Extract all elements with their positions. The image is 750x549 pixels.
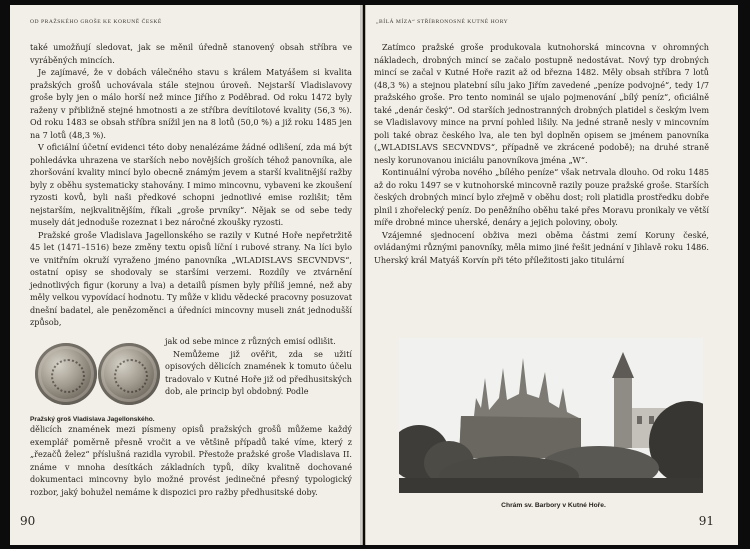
running-head-left: OD PRAŽSKÉHO GROŠE KE KORUNĚ ČESKÉ [30, 19, 162, 25]
right-page [365, 5, 738, 545]
coin-caption: Pražský groš Vladislava Jagellonského. [30, 416, 155, 423]
coin-photo [35, 343, 160, 408]
paragraph: V oficiální účetní evidenci této doby nenalézáme žádné odlišení, zda má být pohledávka uhrazena ve starších nebo novějších groších téhož panovníka, ale zhoršování kvality mincí bylo obecně známým jevem a starší kvalitnější ražby byly z oběhu systematicky stahovány. I mimo mincovnu, vybaveni ke zkoušení ryzosti kovů, byli naši předkové schopni jednotlivé emise rozlišit; těm nejstarším, nejkvalitnějším, říkali „groše prvníky“. Nějak se od sebe tedy musely dát jednoduše rozeznat i bez náročné zkoušky ryzosti. [30, 142, 352, 227]
page-number-left: 90 [20, 514, 36, 528]
paragraph: Kontinuální výroba nového „bílého peníze“ však netrvala dlouho. Od roku 1485 až do roku 1497 se v kutnohorské mincovně razily pouze pražské groše. Starších českých drobných mincí bylo zřejmě v oběhu dost; roli platidla prostředku dobře plnil i zhořelecký peníz. Do peněžního oběhu také přes Moravu pronikaly ve větší míře drobné mince uherské, denáry a jejich poloviny, oboly. [374, 167, 709, 227]
coin-reverse-image [98, 343, 160, 405]
cathedral-photo [399, 338, 703, 493]
right-top-text [374, 41, 709, 266]
page-number-right: 91 [698, 514, 714, 528]
coin-obverse-image [35, 343, 97, 405]
running-head-right: „BÍLÁ MÍZA“ STŘÍBRONOSNÉ KUTNÉ HORY [376, 19, 509, 25]
paragraph: také umožňují sledovat, jak se měnil úředně stanovený obsah stříbra ve vyráběných mincích. [30, 42, 352, 65]
left-top-text [30, 41, 352, 329]
left-page [10, 5, 363, 545]
paragraph: Je zajímavé, že v dobách válečného stavu s králem Matyášem si kvalita pražských grošů uchovávala stále stejnou úroveň. Nejstarší Vladislavovy groše byly jen o málo horší než mince Jiřího z Poděbrad. Od roku 1472 byly raženy v přibližně stejné hmotnosti a ze stříbra devítilotové kvality (56,3 %). Od roku 1483 se obsah stříbra snížil jen na 8 lotů (50,0 %) a již roku 1485 jen na 7 lotů (48,3 %). [30, 67, 352, 140]
book-spread [10, 5, 738, 545]
paragraph: jak od sebe mince z různých emisí odlišit. [165, 336, 336, 346]
paragraph: Pražské groše Vladislava Jagellonského se razily v Kutné Hoře nepřetržitě 45 let (1471–1516) beze změny textu opisů líční i rubové strany. Na líci bylo ve vnitřním okruží vyraženo jméno panovníka „WLADISLAVS SECVNDVS“, ostatní opisy se shodovaly se staršími verzemi. Rozdíly ve ztvárnění jednotlivých figur (koruny a lva) a detailů písmen byly příliš jemné, než aby měly velkou vypovídací hodnotu. Ty může v klidu vědecké pracovny posuzovat dnešní badatel, ale penězoměnci a úředníci mincovny museli znát jednodušší způsob, [30, 229, 352, 327]
photo-caption: Chrám sv. Barbory v Kutné Hoře. [501, 502, 606, 509]
paragraph: dělicích znamének mezi písmeny opisů pražských grošů můžeme každý exemplář poměrně přesně vročit a ve většině případů také víme, který z „řezačů želez“ příslušná razidla vyrobil. Přestože pražské groše Vladislava II. známe v mnoha desítkách základních typů, díky kvalitně dochované dokumentaci mincovny bylo možné provést jedinečné přesný typologický rozbor, jaký bohužel nemáme k dispozici pro ražby předhusitské doby. [30, 424, 352, 497]
cathedral-illustration [399, 338, 703, 493]
left-middle-text [165, 335, 352, 398]
paragraph: Vzájemné sjednocení obživa mezi oběma částmi zemí Koruny české, ovládanými různými panovníky, měla mimo jiné řešit jednání v Jihlavě roku 1486. Uherský král Matyáš Korvín při této příležitosti jako titulární [374, 229, 709, 265]
paragraph: Nemůžeme již ověřit, zda se užití opisových dělicích znamének k tomuto účelu tradovalo v Kutné Hoře již od předhusitských dob, ale princip byl obdobný. Podle [165, 348, 352, 396]
left-bottom-text [30, 423, 352, 498]
paragraph: Zatímco pražské groše produkovala kutnohorská mincovna v ohromných nákladech, drobných mincí se začalo postupně nedostávat. Nový typ drobných mincí se začal v Kutné Hoře razit až od března 1482. Měly obsah stříbra 7 lotů (48,3 %) a stejnou platební sílu jako Jiřím zavedené „peníze podvojné“, tedy 1/7 pražského groše. Pro tento nominál se ujalo pojmenování „bílý peníz“, oficiálně také „denár český“. Od starších jednostranných drobných platidel s českým lvem se Vladislavovy mince na první pohled lišily. Na jedné straně nesly v mincovním poli také obraz českého lva, ale ten byl doplněn opisem se jménem panovníka („WLADISLAVS SECVNDVS“, případně ve zkrácené podobě); na druhé straně nesly korunovanou iniciálu panovníkova jména „W“. [374, 42, 709, 165]
